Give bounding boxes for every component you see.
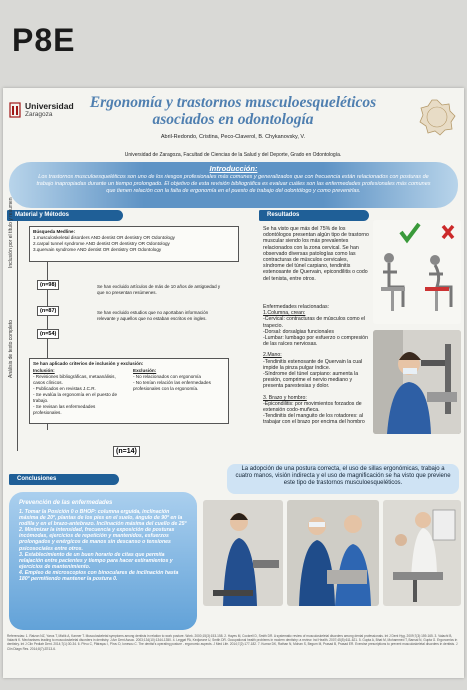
university-crest-icon xyxy=(9,102,21,118)
introduction-text: Los trastornos musculoesqueléticos son uno de los riesgos profesionales más comunes y generalizados que con frecuencia están relacionados con posturas de trabajo inapropiadas durante un tiempo prolongado. El objetivo de esta revisión bibliográfica es evaluar cuáles son las enfermedades profesionales más comunes que tienen relación con la falta de ergonomía en el puesto de trabajo del odontólogo y como prevenirlas. xyxy=(36,174,431,194)
prevention-item: 1. Tomar la Posición 0 o BHOP: columna erguida, inclinación máxima de 20º, plantas de los pies en el suelo, ángulo de 90º en la rodilla y en el brazo-antebrazo. Inclinación máxima del cuello de 25º xyxy=(19,509,187,528)
results-intro: Se ha visto que más del 75% de los odontólogos presentan algún tipo de trastorno muscular siendo los más prevalentes relacionados con la zona cervical. Se han observado diversas patologías como las contracturas de músculos cervicales, síndrome del túnel carpiano, tendinitis estenosante de Quervain, epicondilitis o codo del tenista, entre otros. xyxy=(263,226,369,282)
prevention-item: 3. Establecimiento de un buen horario de citas que permita relajación entre pacientes y tiempo para hacer estiramientos y ejercicios de mantenimiento. xyxy=(19,551,173,570)
inclusion-item: - Se revisan las enfermedades profesionales. xyxy=(33,404,96,415)
university-logo xyxy=(9,100,79,122)
search-line: 2.carpal tunnel syndrome AND dentist OR dentistry OR Odontology xyxy=(33,241,170,246)
search-line: 1.musculoskeletal disorders AND dentist OR dentistry OR Odontology xyxy=(33,235,175,240)
criteria-title: Se han aplicado criterios de inclusión y exclusión: xyxy=(33,361,144,366)
exclusion-note: Se han excluido artículos de más de 10 años de antigüedad y que no presentan resúmenes. xyxy=(97,284,221,295)
dentist-photo-icon xyxy=(373,330,461,434)
column-item: -Lumbar: lumbago por esfuerzo o compresión de las raíces nerviosas. xyxy=(263,335,368,348)
references: Referencias: 1. Ratzon NZ, Yaros T, Mizlik A, Kanner T. Musculoskeletal symptoms among dentists in relation to work posture. Work. 2000;15(3):153-158. 2. Hayes M, Cockrell D, Smith DR. A systematic review of musculoskeletal disorders among dental professionals. Int J Dent Hyg. 2009;7(3):159-165. 3. Valachi B, Valachi K. Mechanisms leading to musculoskeletal disorders in dentistry. J Am Dent Assoc. 2003;134(10):1344-1350. 4. Leggat PA, Kedjarune U, Smith DR. Occupational health problems in modern dentistry: a review. Ind Health. 2007;45(5):611-621. 5. Gupta A, Bhat M, Mohammed T, Bansal N, Gupta G. Ergonomics in dentistry. Int J Clin Pediatr Dent. 2014;7(1):30-34. 6. Pîrvu C, Pătraşcu I, Pîrvu D, Ionescu C. The dentist's operating posture - ergonomic aspects. J Med Life. 2014;7(2):177-182. 7. Kumar DK, Rathan N, Mohan S, Begum M, Prasad B, Prasad ER. Exercise prescriptions to prevent musculoskeletal disorders in dentists. J Clin Diagn Res. 2014;8(7):ZE13-6. xyxy=(7,634,458,651)
hand-subtitle: 2.Mano: xyxy=(263,352,282,359)
poster-title: Ergonomía y trastornos musculoesqueléticos asociados en odontología xyxy=(89,94,377,128)
dentist-seated-photo-icon xyxy=(203,500,283,606)
university-city: Zaragoza xyxy=(25,111,53,118)
dental-chair-photo-icon xyxy=(383,500,461,606)
university-name: Universidad xyxy=(25,101,74,111)
search-box xyxy=(29,226,239,262)
count-badge: (n=87) xyxy=(37,306,59,316)
posture-photo-2 xyxy=(287,500,379,606)
criteria-box xyxy=(29,358,229,424)
hand-item: -Síndrome del túnel carpiano: aumenta la presión, comprime el nervio mediano y presenta parestesias y dolor. xyxy=(263,371,359,390)
inclusion-item: - Revisiones bibliográficas, metaanálisis, casos clínicos. xyxy=(33,374,116,385)
count-badge: (n=98) xyxy=(37,280,59,290)
prevention-item: 4. Empleo de microscopios con binoculares de inclinación hasta 180º permitiendo mantener la postura 0. xyxy=(19,569,179,583)
inclusion-title: Inclusión: xyxy=(33,368,55,373)
inclusion-item: - Publicados en revistas J.C.R. xyxy=(33,386,96,391)
exclusion-title: Exclusión: xyxy=(133,368,157,373)
search-title: Búsqueda Medline: xyxy=(33,229,76,234)
methods-divider xyxy=(17,221,18,451)
exclusion-item: - No tenían relación las enfermedades profesionales con la ergonomía. xyxy=(133,380,211,391)
prevention-item: 2. Minimizar la intensidad, frecuencia y exposición de posturas incómodas, ejercicios de repetición y mantenidos, esfuerzos prolongados y enérgicos de manos sin descanso o tensiones psicosociales entre otros. xyxy=(19,527,175,552)
posture-illustration xyxy=(373,220,461,324)
exclusion-item: - No relacionados con ergonomía xyxy=(133,374,201,379)
adoption-note: La adopción de una postura correcta, el uso de sillas ergonómicas, trabajo a cuatro manos, visión indirecta y el uso de magnificación se ha visto que previene este tipo de trastornos musculoesqueléticos. xyxy=(227,464,459,494)
authors: Abril-Redondo, Cristina, Peco-Claverol, B. Chykanovsky, V. xyxy=(160,134,306,140)
arm-item: -Epicondilitis: por movimientos forzados de extensión codo-muñeca. xyxy=(263,400,362,414)
inclusion-item: - Se evalúa la ergonomía en el puesto de trabajo. xyxy=(33,392,118,403)
posture-photo-3 xyxy=(383,500,461,606)
results-diseases xyxy=(263,304,369,426)
column-item: -Dorsal: dorsalgias funcionales xyxy=(263,328,334,335)
arm-subtitle: 3. Brazo y hombro: xyxy=(263,394,307,401)
diseases-title: Enfermedades relacionadas: xyxy=(263,304,330,310)
column-item: -Cervical: contracturas de músculos como el trapecio. xyxy=(263,316,366,329)
faculty-seal-icon xyxy=(418,98,456,136)
conclusions-heading: Conclusiones xyxy=(9,474,119,485)
dentist-treatment-photo-icon xyxy=(287,500,379,606)
posture-photo-1 xyxy=(203,500,283,606)
poster-code: P8E xyxy=(12,22,76,58)
methods-heading: Material y Métodos xyxy=(7,210,123,221)
conclusions-box xyxy=(9,492,197,630)
posture-drawing-icon xyxy=(373,220,461,324)
introduction-banner xyxy=(9,162,458,208)
affiliation: Universidad de Zaragoza, Facultad de Ciencias de la Salud y del Deporte, Grado en Odontología. xyxy=(124,152,342,158)
dentist-microscope-photo xyxy=(373,330,461,434)
methods-side-label-2: Análisis de texto completo xyxy=(8,319,14,378)
prevention-heading: Prevención de las enfermedades xyxy=(19,500,113,506)
methods-side-label-1: Inclusión por el título y resumen xyxy=(8,197,14,268)
search-line: 3.quervain syndrome AND dentist OR dentistry OR Odontology xyxy=(33,247,162,252)
count-badge: (n=54) xyxy=(37,329,59,339)
results-heading: Resultados xyxy=(259,210,369,221)
exclusion-note: Se han excluido estudios que no aportaban información relevante y aquellos que no estaban escritos en ingles. xyxy=(97,310,209,321)
column-subtitle: 1.Columna, crean: xyxy=(263,310,306,317)
final-count-badge: (n=14) xyxy=(113,446,140,457)
hand-item: -Tendinitis estenosante de Quervain la cual impide la pinza pulgar índice. xyxy=(263,358,363,371)
introduction-heading: Introducción: xyxy=(209,164,258,173)
poster xyxy=(3,88,464,678)
arm-item: -Tendinitis del manguito de los rotadores: al trabajar con el brazo por encima del hombro xyxy=(263,413,365,426)
